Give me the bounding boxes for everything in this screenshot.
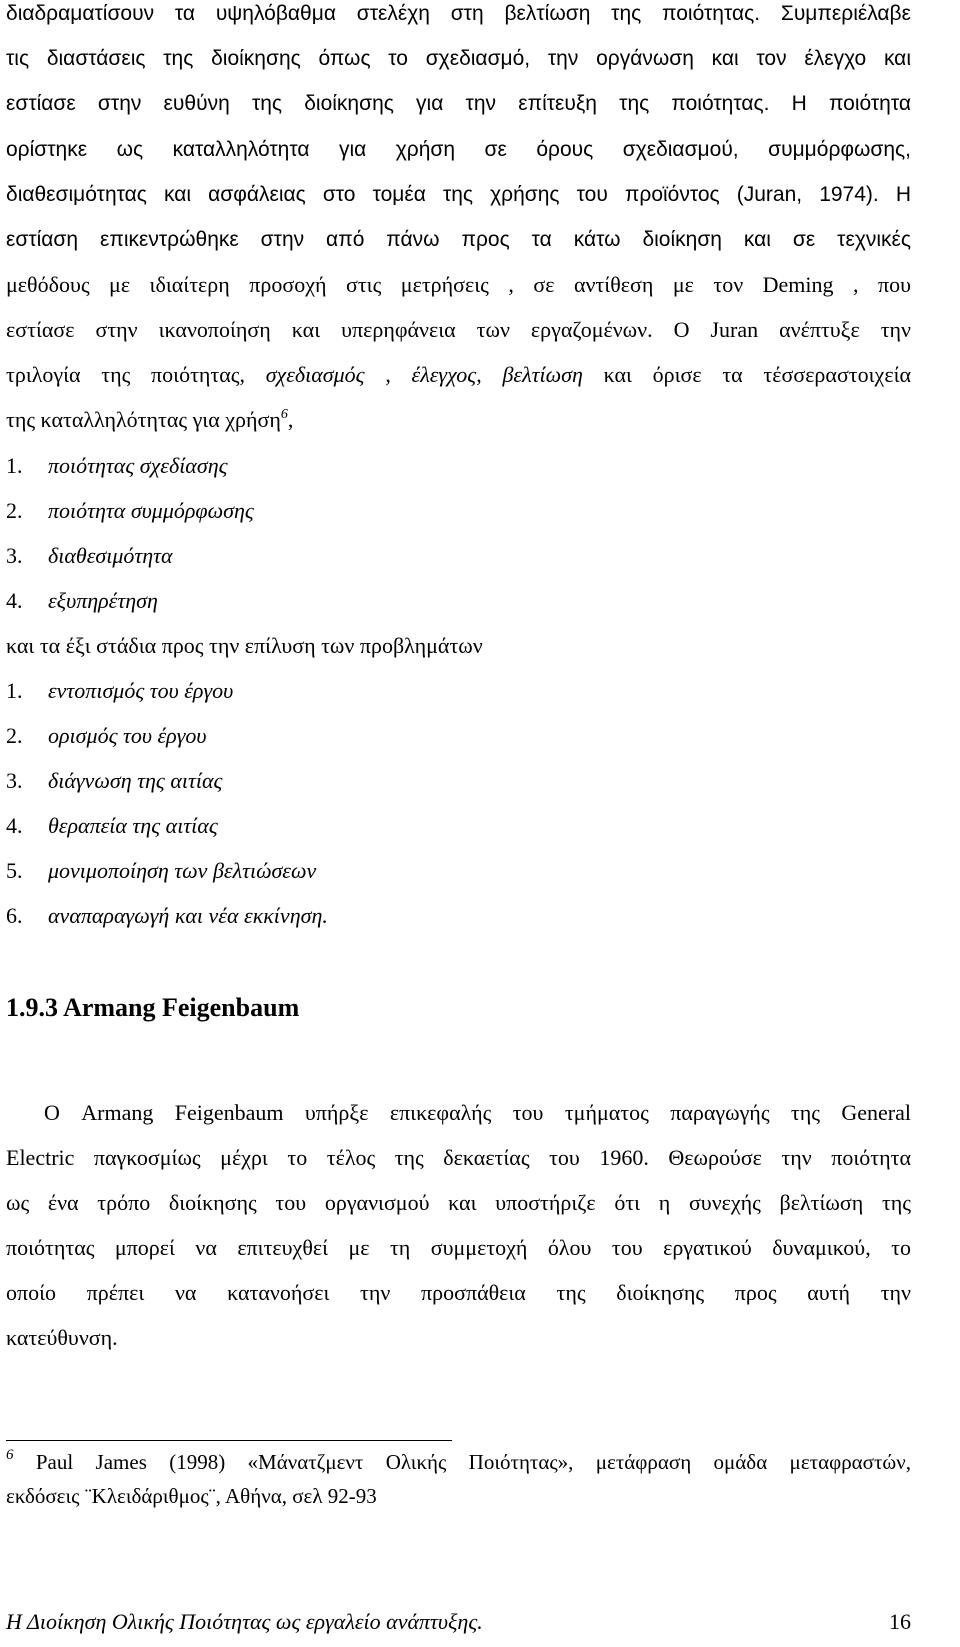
- list-item-number: 1.: [6, 678, 23, 703]
- paragraph-line-6: εστίαση επικεντρώθηκε στην από πάνω προς τα κάτω διοίκηση και σε τεχνικές: [6, 228, 911, 251]
- paragraph-line-3: εστίασε στην ευθύνη της διοίκησης για την επίτευξη της ποιότητας. Η ποιότητα: [6, 92, 911, 115]
- list-item-number: 6.: [6, 903, 23, 928]
- paragraph-line-8: εστίασε στην ικανοποίηση και υπερηφάνεια των εργαζομένων. Ο Juran ανέπτυξε την: [6, 317, 911, 342]
- list-item-text: ποιότητα συμμόρφωσης: [48, 498, 254, 523]
- footnote-mark: 6: [6, 1447, 14, 1463]
- list-item-text: διαθεσιμότητα: [48, 543, 173, 568]
- list-item-text: εξυπηρέτηση: [48, 588, 158, 613]
- list-item-number: 2.: [6, 498, 23, 523]
- fitness-trail: ,: [287, 407, 294, 432]
- list-item-text: ορισμός του έργου: [48, 723, 207, 748]
- fitness-line: [6, 406, 911, 434]
- trilogy-line: [6, 361, 911, 389]
- trilogy-term-improvement: βελτίωση: [502, 362, 583, 387]
- fitness-text: της καταλληλότητας για χρήση: [6, 407, 281, 432]
- feigenbaum-line-6: κατεύθυνση.: [6, 1325, 118, 1350]
- list-item-text: ποιότητας σχεδίασης: [48, 453, 228, 478]
- trilogy-term-control: έλεγχος: [411, 362, 477, 387]
- section-heading: 1.9.3 Armang Feigenbaum: [6, 993, 300, 1022]
- feigenbaum-line-4: ποιότητας μπορεί να επιτευχθεί με τη συμμετοχή όλου του εργατικού δυναμικού, το: [6, 1235, 911, 1260]
- footer-title: Η Διοίκηση Ολικής Ποιότητας ως εργαλείο ανάπτυξης.: [6, 1609, 483, 1634]
- trilogy-separator-2: ,: [476, 362, 503, 387]
- list-item-text: μονιμοποίηση των βελτιώσεων: [48, 858, 317, 883]
- list-item-number: 1.: [6, 453, 23, 478]
- footnote-text-1: Paul James (1998) «Μάνατζμεντ Ολικής Ποιότητας», μετάφραση ομάδα μεταφραστών,: [35, 1450, 912, 1474]
- list-item-number: 5.: [6, 858, 23, 883]
- list-item-number: 2.: [6, 723, 23, 748]
- page-footer: [6, 1608, 911, 1636]
- list-item-text: θεραπεία της αιτίας: [48, 813, 218, 838]
- page-number: 16: [889, 1609, 911, 1634]
- paragraph-line-5: διαθεσιμότητας και ασφάλειας στο τομέα της χρήσης του προϊόντος (Juran, 1974). Η: [6, 183, 911, 206]
- paragraph-line-4: ορίστηκε ως καταλληλότητα για χρήση σε όρους σχεδιασμού, συμμόρφωσης,: [6, 138, 911, 161]
- feigenbaum-line-3: ως ένα τρόπο διοίκησης του οργανισμού και υποστήριζε ότι η συνεχής βελτίωση της: [6, 1190, 911, 1215]
- list-item-number: 4.: [6, 588, 23, 613]
- paragraph-line-2: τις διαστάσεις της διοίκησης όπως το σχεδιασμό, την οργάνωση και τον έλεγχο και: [6, 47, 911, 70]
- feigenbaum-line-2: Electric παγκοσμίως μέχρι το τέλος της δεκαετίας του 1960. Θεωρούσε την ποιότητα: [6, 1145, 911, 1170]
- feigenbaum-line-1: Ο Armang Feigenbaum υπήρξε επικεφαλής του τμήματος παραγωγής της General: [44, 1100, 911, 1125]
- list-item-text: διάγνωση της αιτίας: [48, 768, 223, 793]
- trilogy-suffix: και όρισε τα τέσσεραστοιχεία: [582, 362, 912, 387]
- list-item-number: 4.: [6, 813, 23, 838]
- footnote-reference[interactable]: 6: [280, 407, 288, 422]
- paragraph-line-1: διαδραματίσουν τα υψηλόβαθμα στελέχη στη βελτίωση της ποιότητας. Συμπεριέλαβε: [6, 2, 911, 25]
- list-item-text: αναπαραγωγή και νέα εκκίνηση.: [48, 903, 328, 928]
- trilogy-separator-1: ,: [364, 362, 412, 387]
- list-item-number: 3.: [6, 768, 23, 793]
- trilogy-term-planning: σχεδιασμός: [265, 362, 365, 387]
- list-item-text: εντοπισμός του έργου: [48, 678, 234, 703]
- stages-intro: και τα έξι στάδια προς την επίλυση των προβλημάτων: [6, 633, 483, 658]
- list-item-number: 3.: [6, 543, 23, 568]
- footnote-line-2: εκδόσεις ¨Κλειδάριθμος¨, Αθήνα, σελ 92-93: [6, 1484, 377, 1508]
- feigenbaum-line-5: οποίο πρέπει να κατανοήσει την προσπάθεια της διοίκησης προς αυτή την: [6, 1280, 911, 1305]
- footnote-line-1: [6, 1449, 911, 1475]
- trilogy-prefix: τριλογία της ποιότητας,: [6, 362, 266, 387]
- footnote-separator: [6, 1440, 452, 1441]
- paragraph-line-7: μεθόδους με ιδιαίτερη προσοχή στις μετρήσεις , σε αντίθεση με τον Deming , που: [6, 272, 911, 297]
